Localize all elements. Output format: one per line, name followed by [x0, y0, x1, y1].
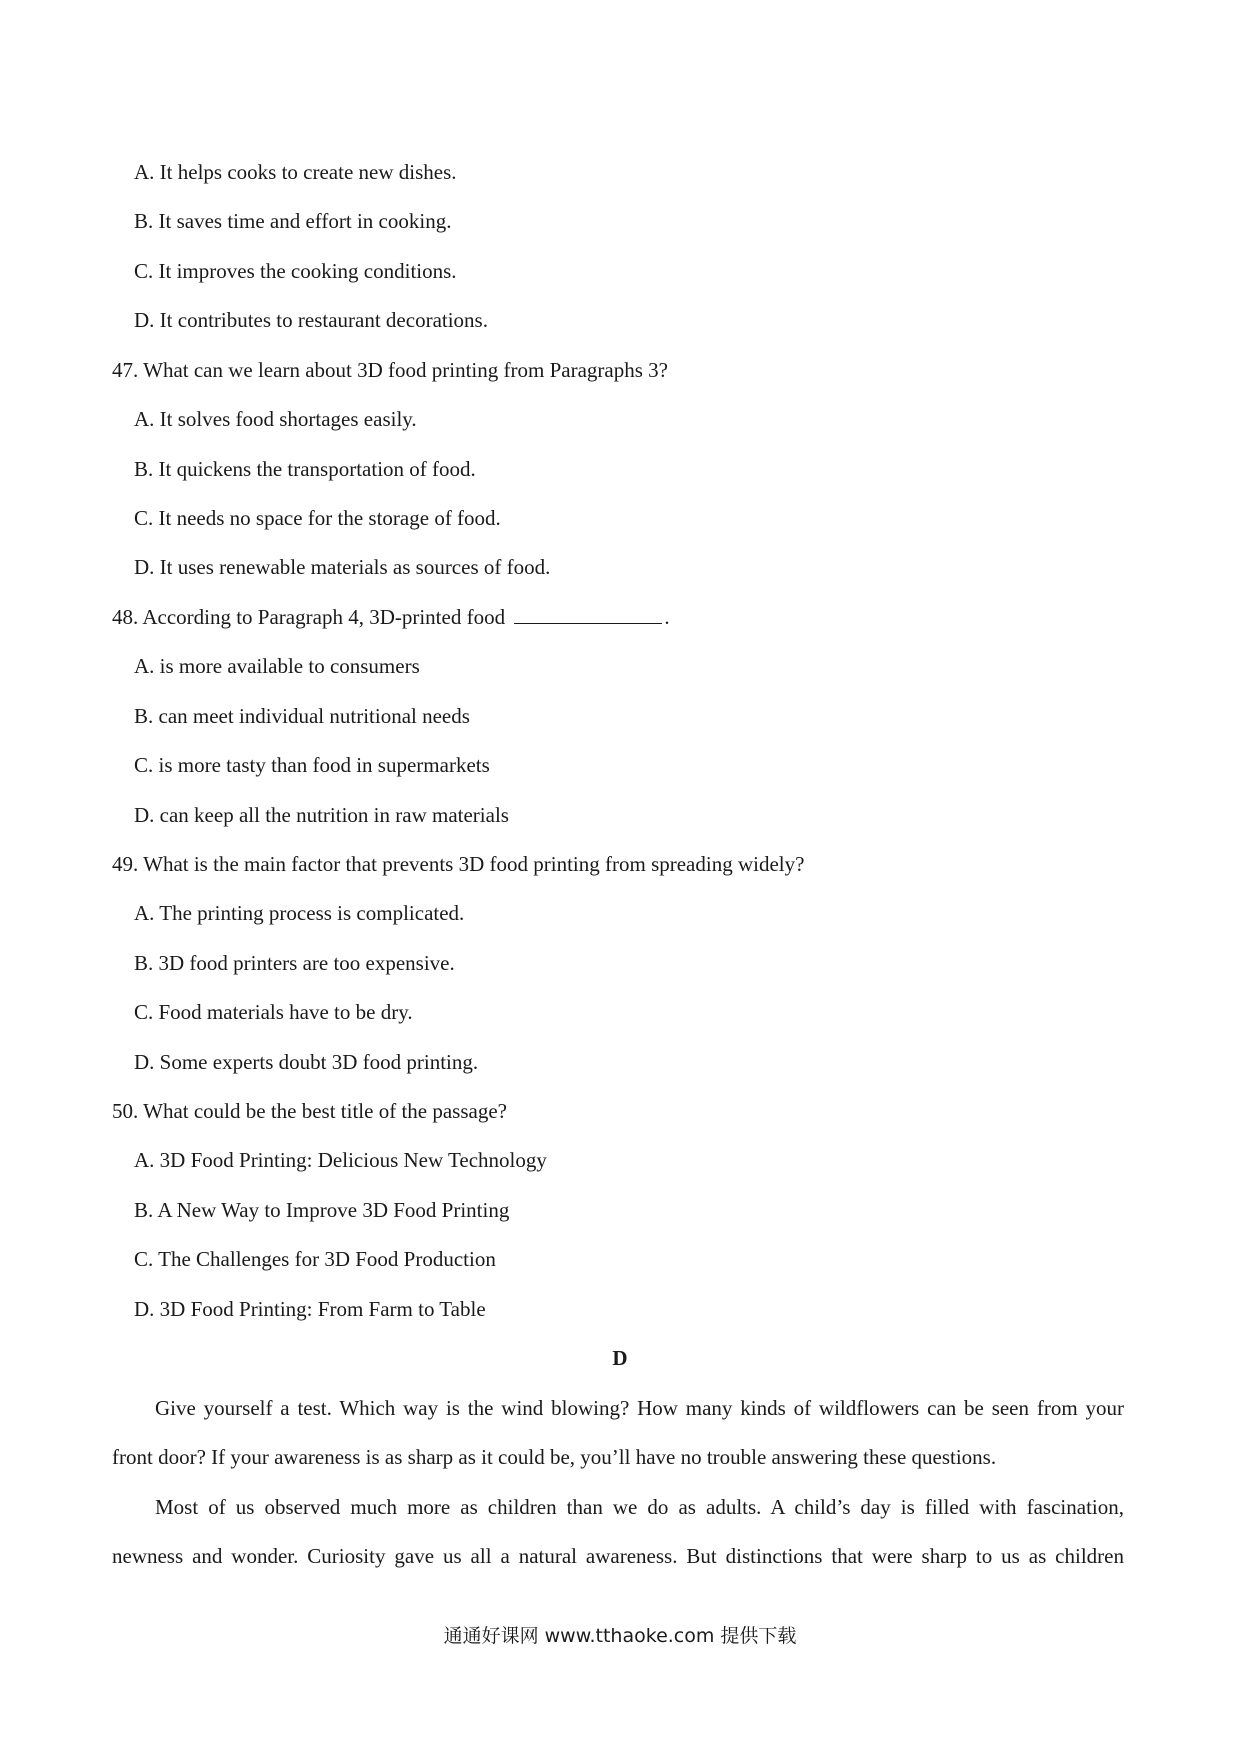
q50-option-c: C. The Challenges for 3D Food Production [134, 1247, 496, 1271]
q49-option-a: A. The printing process is complicated. [134, 901, 465, 925]
q49-option-b: B. 3D food printers are too expensive. [134, 951, 455, 975]
q49-question: 49. What is the main factor that prevents 3D food printing from spreading widely? [112, 852, 805, 876]
q46-option-a: A. It helps cooks to create new dishes. [134, 160, 457, 184]
q48-option-b: B. can meet individual nutritional needs [134, 704, 470, 728]
q48-question-text: 48. According to Paragraph 4, 3D-printed food [112, 605, 506, 629]
q47-option-c: C. It needs no space for the storage of food. [134, 506, 501, 530]
q46-option-c: C. It improves the cooking conditions. [134, 259, 457, 283]
passage-paragraph-1-line-2: front door? If your awareness is as sharp as it could be, you’ll have no trouble answering these questions. [112, 1445, 997, 1469]
q48-option-a: A. is more available to consumers [134, 654, 420, 678]
q48-question-end: . [664, 605, 670, 629]
passage-paragraph-1-line-1: Give yourself a test. Which way is the wind blowing? How many kinds of wildflowers can be seen from your [155, 1396, 1124, 1420]
answer-blank [514, 605, 662, 624]
q49-option-d: D. Some experts doubt 3D food printing. [134, 1050, 479, 1074]
passage-paragraph-2-line-1: Most of us observed much more as children than we do as adults. A child’s day is filled with fascination, [155, 1495, 1124, 1519]
q46-option-d: D. It contributes to restaurant decorations. [134, 308, 488, 332]
q50-option-d: D. 3D Food Printing: From Farm to Table [134, 1297, 486, 1321]
q48-option-d: D. can keep all the nutrition in raw materials [134, 803, 509, 827]
q47-question: 47. What can we learn about 3D food printing from Paragraphs 3? [112, 358, 668, 382]
download-footer: 通通好课网 www.tthaoke.com 提供下载 [443, 1625, 797, 1647]
q50-option-a: A. 3D Food Printing: Delicious New Technology [134, 1148, 547, 1172]
q47-option-b: B. It quickens the transportation of food. [134, 457, 476, 481]
q48-option-c: C. is more tasty than food in supermarkets [134, 753, 490, 777]
q46-option-b: B. It saves time and effort in cooking. [134, 209, 452, 233]
q50-option-b: B. A New Way to Improve 3D Food Printing [134, 1198, 510, 1222]
passage-paragraph-2-line-2: newness and wonder. Curiosity gave us all a natural awareness. But distinctions that were sharp to us as children [112, 1544, 1124, 1568]
q50-question: 50. What could be the best title of the passage? [112, 1099, 507, 1123]
section-d-title: D [612, 1346, 628, 1370]
q49-option-c: C. Food materials have to be dry. [134, 1000, 413, 1024]
q48-question [112, 604, 670, 630]
q47-option-a: A. It solves food shortages easily. [134, 407, 417, 431]
q47-option-d: D. It uses renewable materials as sources of food. [134, 555, 551, 579]
